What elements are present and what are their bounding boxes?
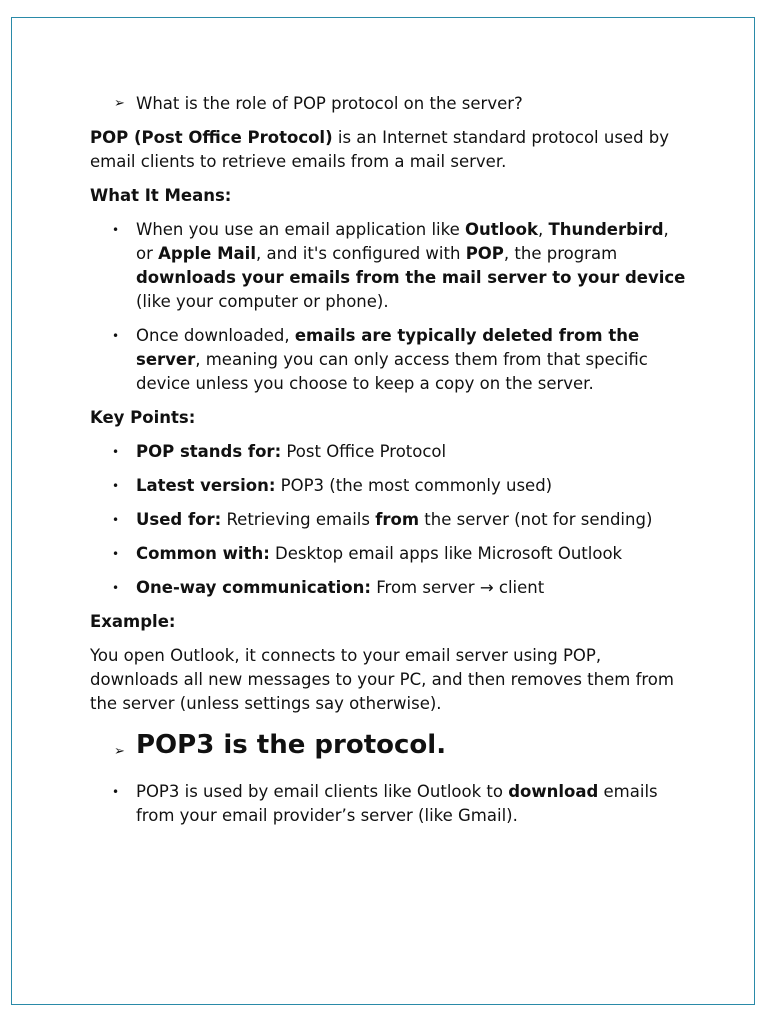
- key-point-label: Common with:: [136, 544, 270, 563]
- bold-span: POP: [465, 244, 504, 263]
- bold-span: Outlook: [465, 220, 538, 239]
- pop3-title: POP3 is the protocol.: [136, 730, 447, 760]
- list-item: [90, 780, 690, 828]
- key-point-label: POP stands for:: [136, 442, 282, 461]
- text-span: ,: [537, 220, 549, 239]
- text-span: When you use an email application like: [136, 220, 465, 239]
- text-span: , and it's configured with: [255, 244, 466, 263]
- bullet-icon: •: [112, 581, 120, 595]
- bullet-icon: •: [112, 547, 120, 561]
- text-span: , meaning you can only access them from that specific device unless you choose to keep a copy on the server.: [136, 350, 648, 393]
- key-point-text: the server (not for sending): [419, 510, 653, 529]
- bold-span: Thunderbird: [548, 220, 664, 239]
- key-point-label: Used for:: [136, 510, 222, 529]
- bold-span: download: [508, 782, 599, 801]
- text-span: emails from your email provider’s server (like Gmail).: [136, 782, 658, 825]
- list-item: [90, 508, 690, 532]
- bullet-icon: •: [112, 329, 120, 343]
- intro-term: POP (Post Office Protocol): [90, 128, 333, 147]
- bold-span: Apple Mail: [158, 244, 256, 263]
- bullet-icon: •: [112, 223, 120, 237]
- bold-span: from: [375, 510, 420, 529]
- key-points-list: [90, 440, 690, 600]
- intro-paragraph: [90, 126, 690, 174]
- list-item: [90, 474, 690, 498]
- list-item: [90, 576, 690, 600]
- key-point-label: Latest version:: [136, 476, 276, 495]
- text-span: POP3 is used by email clients like Outlook to: [136, 782, 509, 801]
- pop3-heading-line: [90, 728, 690, 762]
- bold-span: downloads your emails from the mail server to your device: [136, 268, 686, 287]
- what-it-means-list: [90, 218, 690, 396]
- question-text: What is the role of POP protocol on the server?: [136, 94, 523, 113]
- key-point-text: Retrieving emails: [221, 510, 376, 529]
- list-item: [90, 440, 690, 464]
- text-span: (like your computer or phone).: [136, 292, 389, 311]
- arrow-bullet-icon: ➢: [114, 744, 125, 759]
- bullet-icon: •: [112, 513, 120, 527]
- key-point-text: From server → client: [370, 578, 545, 597]
- bullet-icon: •: [112, 479, 120, 493]
- text-span: Once downloaded,: [136, 326, 295, 345]
- text-span: , or: [136, 220, 669, 263]
- list-item: [90, 542, 690, 566]
- list-item: [90, 218, 690, 314]
- arrow-bullet-icon: ➢: [114, 96, 125, 111]
- example-heading: Example:: [90, 612, 176, 631]
- text-span: , the program: [503, 244, 618, 263]
- key-points-heading: Key Points:: [90, 408, 196, 427]
- example-paragraph: You open Outlook, it connects to your email server using POP, downloads all new messages to your PC, and then removes them from the server (unless settings say otherwise).: [90, 646, 674, 713]
- what-it-means-heading: What It Means:: [90, 186, 232, 205]
- pop3-list: [90, 780, 690, 828]
- list-item: [90, 324, 690, 396]
- bold-span: emails are typically deleted from the server: [136, 326, 640, 369]
- bullet-icon: •: [112, 445, 120, 459]
- key-point-text: POP3 (the most commonly used): [275, 476, 553, 495]
- question-line: [90, 92, 690, 116]
- bullet-icon: •: [112, 785, 120, 799]
- intro-text: is an Internet standard protocol used by email clients to retrieve emails from a mail server.: [90, 128, 670, 171]
- key-point-label: One-way communication:: [136, 578, 371, 597]
- document-content: [90, 92, 690, 838]
- key-point-text: Post Office Protocol: [281, 442, 447, 461]
- key-point-text: Desktop email apps like Microsoft Outlook: [269, 544, 623, 563]
